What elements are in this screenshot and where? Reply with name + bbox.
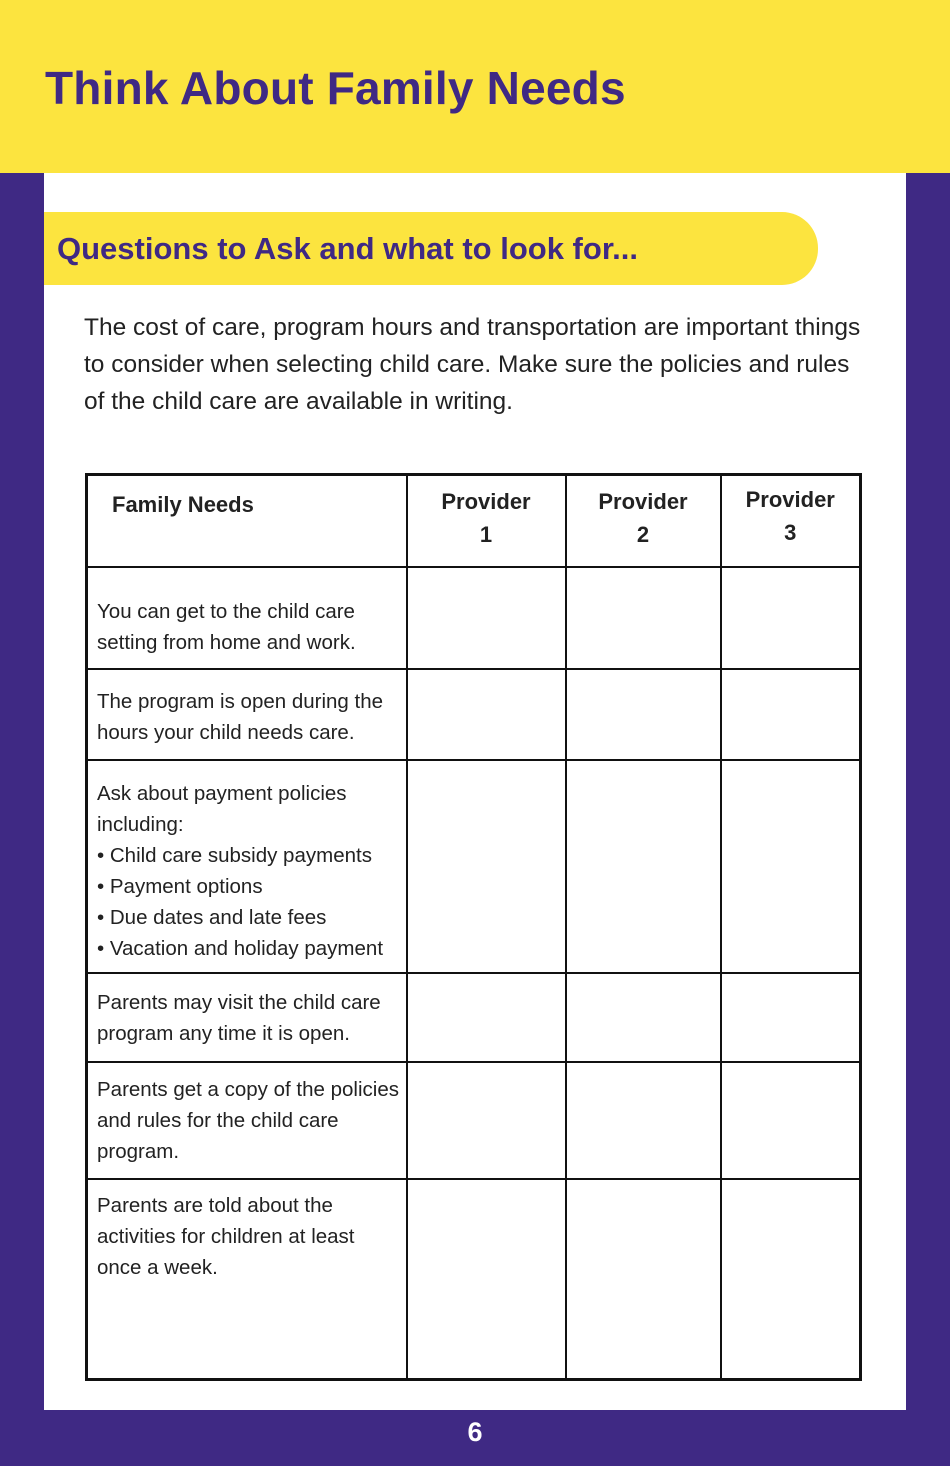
table-row: [87, 669, 861, 760]
provider-2-cell: [566, 1062, 721, 1179]
provider-1-cell: [407, 1179, 566, 1380]
page-number: 6: [467, 1417, 483, 1447]
need-cell: [87, 760, 407, 973]
header-provider-2: [566, 475, 721, 567]
table-header-row: [87, 475, 861, 567]
provider-2-cell: [566, 1179, 721, 1380]
page-title: Think About Family Needs: [45, 62, 626, 114]
provider-2-cell: [566, 567, 721, 669]
list-item: • Payment options: [97, 874, 263, 898]
table-row: [87, 1062, 861, 1179]
section-heading: Questions to Ask and what to look for...: [57, 231, 639, 266]
header-family-needs: Family Needs: [87, 475, 407, 567]
need-cell: The program is open during the hours your child needs care.: [87, 669, 407, 760]
provider-2-cell: [566, 760, 721, 973]
need-cell: Parents are told about the activities for children at least once a week.: [87, 1179, 407, 1380]
section-heading-banner: [44, 212, 818, 285]
header-provider-3-number: 3: [784, 520, 797, 545]
provider-2-cell: [566, 669, 721, 760]
table-row: [87, 1179, 861, 1380]
family-needs-table: [85, 473, 862, 1381]
need-cell-text: Ask about payment policies including:: [97, 781, 347, 836]
provider-2-cell: [566, 973, 721, 1062]
table-row: [87, 760, 861, 973]
header-band: [0, 0, 950, 173]
provider-1-cell: [407, 567, 566, 669]
header-provider-1-label: Provider: [441, 489, 531, 514]
list-item: • Child care subsidy payments: [97, 843, 372, 867]
list-item: • Vacation and holiday payment: [97, 936, 384, 960]
intro-paragraph: The cost of care, program hours and transportation are important things to consider when selecting child care. Make sure the policies and rules of the child care are available in writing.: [84, 314, 861, 415]
provider-1-cell: [407, 669, 566, 760]
header-provider-1-number: 1: [479, 522, 493, 547]
need-cell: You can get to the child care setting from home and work.: [87, 567, 407, 669]
header-provider-3: [721, 475, 861, 567]
table-row: [87, 973, 861, 1062]
provider-3-cell: [721, 973, 861, 1062]
provider-1-cell: [407, 760, 566, 973]
provider-3-cell: [721, 1179, 861, 1380]
need-cell: Parents may visit the child care program any time it is open.: [87, 973, 407, 1062]
table-row: [87, 567, 861, 669]
provider-3-cell: [721, 760, 861, 973]
payment-policy-list: [97, 840, 402, 964]
list-item: • Due dates and late fees: [97, 905, 327, 929]
provider-3-cell: [721, 567, 861, 669]
header-provider-2-number: 2: [636, 522, 650, 547]
provider-1-cell: [407, 973, 566, 1062]
header-provider-2-label: Provider: [598, 489, 688, 514]
provider-1-cell: [407, 1062, 566, 1179]
header-provider-3-label: Provider: [745, 487, 835, 512]
need-cell: Parents get a copy of the policies and rules for the child care program.: [87, 1062, 407, 1179]
provider-3-cell: [721, 1062, 861, 1179]
provider-3-cell: [721, 669, 861, 760]
header-provider-1: [407, 475, 566, 567]
